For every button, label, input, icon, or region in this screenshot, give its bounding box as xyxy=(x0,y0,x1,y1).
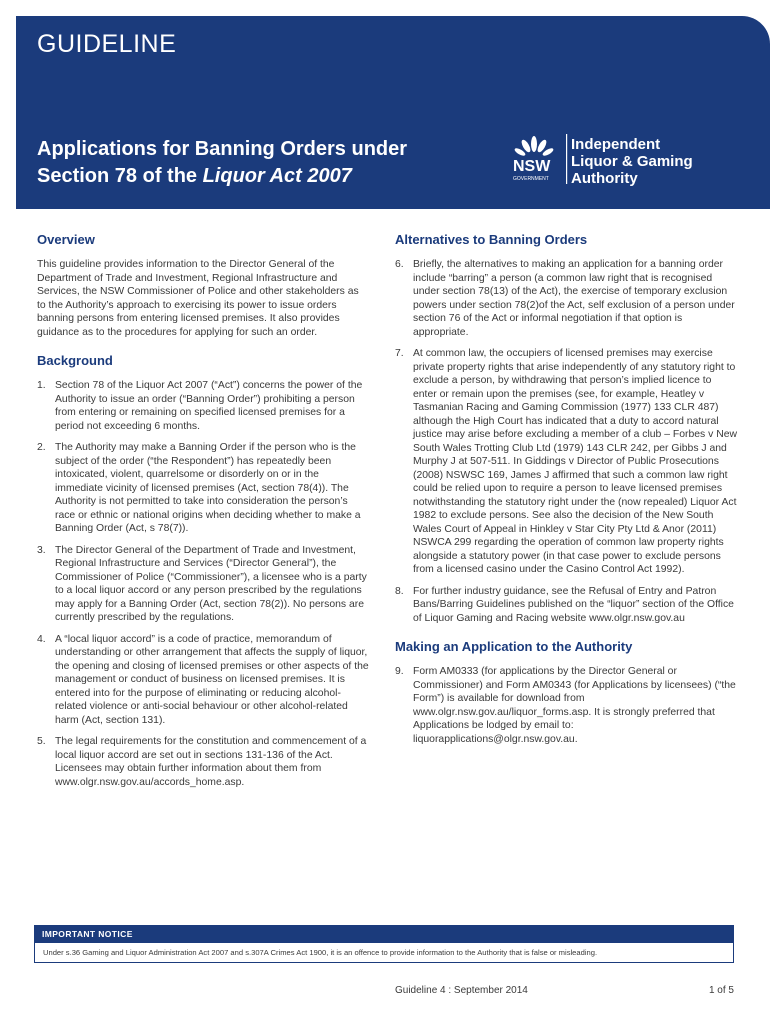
making-application-section xyxy=(395,639,737,746)
alternatives-heading: Alternatives to Banning Orders xyxy=(395,232,588,247)
left-column xyxy=(37,232,369,803)
authority-name xyxy=(571,136,693,187)
document-type-label: GUIDELINE xyxy=(37,30,177,58)
authority-line-1: Independent xyxy=(571,136,661,153)
making-application-list xyxy=(395,665,737,746)
alternatives-list xyxy=(395,258,737,625)
overview-section xyxy=(37,232,369,339)
list-item: 8. For further industry guidance, see the Refusal of Entry and Patron Bans/Barring Guidelines published on the “liquor” section of the Office of Liquor Gaming and Racing website www.olgr.nsw.gov.au xyxy=(395,585,734,624)
list-item: 9. Form AM0333 (for applications by the Director General or Commissioner) and Form AM0343 (for Applications by licensees) (“the Form”) is available for download from www.olgr.nsw.gov.au/liquor_forms.asp. It is strongly preferred that Applications be lodged by email to: liquorapplications@olgr.nsw.gov.au. xyxy=(395,666,736,745)
list-item: 2. The Authority may make a Banning Order if the person who is the subject of the order (“the Respondent”) has repeatedly been intoxicated, violent, quarrelsome or disorderly on or in the immediate vicinity of licensed premises (Act, section 78(4)). The Authority is not permitted to take into consideration the person’s race or ethnic or national origins when deciding whether to make a Banning Order (Act, s 78(7)). xyxy=(37,442,361,534)
list-item: 4. A “local liquor accord” is a code of practice, memorandum of understanding or other arrangement that affects the supply of liquor, the opening and closing of licensed premises or other aspects of the management or conduct of business on licensed premises. It is entered into for the purpose of eliminating or reducing alcohol-related violence or anti-social behaviour or other alcohol-related harm (Act, section 131). xyxy=(37,633,369,726)
alternatives-section xyxy=(395,232,737,625)
title-line-1: Applications for Banning Orders under xyxy=(37,138,408,160)
page-number: 1 of 5 xyxy=(708,985,734,996)
making-application-heading: Making an Application to the Authority xyxy=(395,639,633,654)
notice-heading: IMPORTANT NOTICE xyxy=(34,925,734,943)
background-heading: Background xyxy=(37,353,113,368)
title-line-2-italic: Liquor Act 2007 xyxy=(202,165,352,187)
background-section xyxy=(37,353,369,789)
list-item: 7. At common law, the occupiers of licensed premises may exercise private property rights that arise independently of any statutory right to exclude a person, by withdrawing that person’s implied licence to enter or remain upon the premises (see, for example, Heatley v Tasmanian Racing and Gaming Commission (1977) 133 CLR 487) although the High Court has indicated that a duty to accord natural justice may arise before excluding a member of a club – Forbes v New South Wales Trotting Club Ltd (1979) 143 CLR 242, per Gibbs J and Murphy J at 507-511. In Giddings v Director of Public Prosecutions (2008) NSWSC 169, James J affirmed that such a common law right could be relied upon to require a person to leave licensed premises notwithstanding the statutory right under the (now repealed) Liquor Act 1982 to exclude persons. See also the decision of the New South Wales Court of Appeal in Hinkley v Star City Pty Ltd & Anor (2011) NSWCA 299 regarding the operation of common law property rights alongside a statutory power (in that case power to exclude persons from a licensed casino under the Casino Control Act 1992). xyxy=(395,348,737,575)
authority-line-2: Liquor & Gaming xyxy=(571,153,693,170)
important-notice xyxy=(34,925,734,963)
nsw-wordmark: NSW xyxy=(513,158,551,175)
nsw-waratah-icon xyxy=(514,136,555,157)
list-item: 6. Briefly, the alternatives to making an application for a banning order include “barring” a person (a common law right that is recognised under section 78(13) of the Act), the exercise of temporary exclusion powers under section 78(2)of the Act, self exclusion of a person under section 76 of the Act or informal negotiation if that option is appropriate. xyxy=(395,259,735,338)
government-wordmark: GOVERNMENT xyxy=(513,176,549,182)
right-column xyxy=(395,232,737,760)
background-list xyxy=(37,379,369,789)
overview-text: This guideline provides information to the Director General of the Department of Trade and Investment, Regional Infrastructure and Services, the NSW Commissioner of Police and other stakeholders as to the Authority’s approach to exercising its power to issue orders banning persons from entering licensed premises. It also provides guidance as to the procedures for applying for such an order. xyxy=(37,259,359,338)
title-line-2-prefix: Section 78 of the xyxy=(37,165,203,187)
page-title xyxy=(37,136,497,190)
authority-line-3: Authority xyxy=(571,170,638,187)
notice-text: Under s.36 Gaming and Liquor Administration Act 2007 and s.307A Crimes Act 1900, it is an offence to provide information to the Authority that is false or misleading. xyxy=(34,943,734,963)
list-item: 5. The legal requirements for the constitution and commencement of a local liquor accord are set out in sections 131-136 of the Act. Licensees may obtain further information about them from www.olgr.nsw.gov.au/accords_home.asp. xyxy=(37,736,367,788)
footer-reference: Guideline 4 : September 2014 xyxy=(395,985,528,996)
list-item: 3. The Director General of the Department of Trade and Investment, Regional Infrastructure and Services (“Director General”), the Commissioner of Police (“Commissioner”), a licensee who is a party to a local liquor accord or any person prescribed by the regulations may apply for a Banning Order (Act, section 78(2)). No persons are currently prescribed by the regulations. xyxy=(37,544,367,623)
list-item: 1. Section 78 of the Liquor Act 2007 (“Act”) concerns the power of the Authority to issue an order (“Banning Order”) prohibiting a person from entering or remaining on specified licensed premises for a period not exceeding 6 months. xyxy=(37,380,363,432)
overview-heading: Overview xyxy=(37,232,95,247)
